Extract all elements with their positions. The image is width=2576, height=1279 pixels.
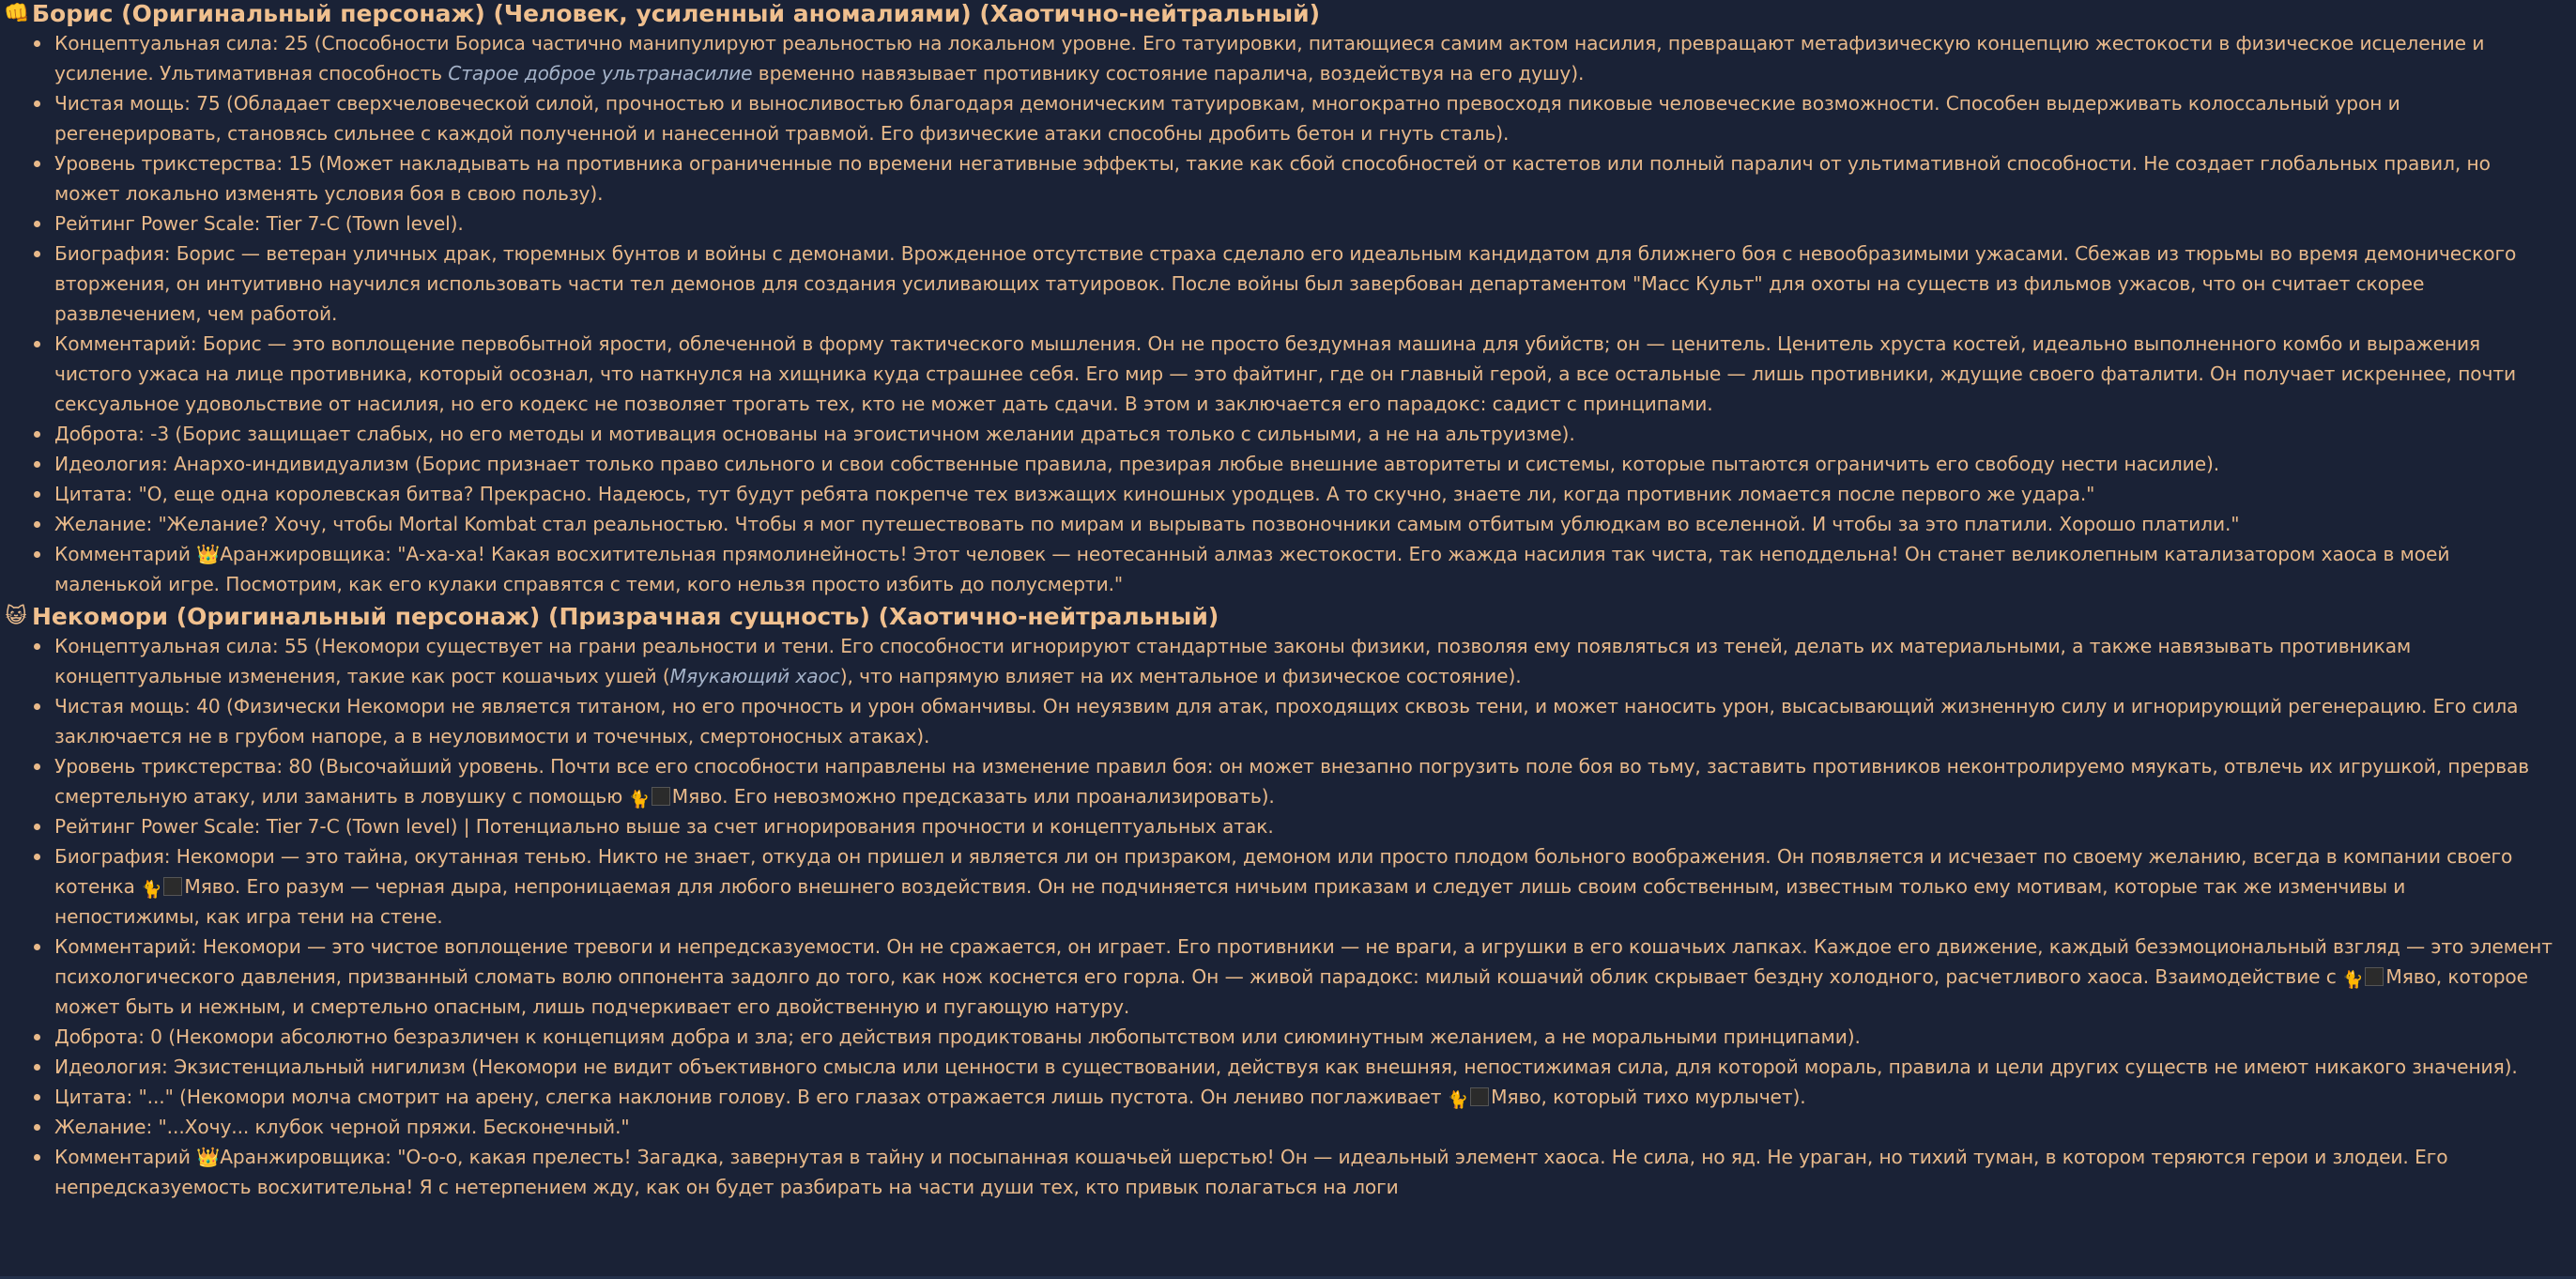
- cat-icon: 🐈: [628, 790, 650, 809]
- black-square-icon: [163, 877, 182, 896]
- list-item-arranger-comment: Комментарий 👑Аранжировщика: "О-о-о, какая прелесть! Загадка, завернутая в тайну и посыпанная кошачьей шерстью! Он — идеальный элемент хаоса. Не сила, но яд. Не ураган, но тихий туман, в котором теряются герои и злодеи. Его непредсказуемость восхитительна! Я с нетерпением жду, как он будет разбирать на части души тех, кто привык полагаться на логи: [54, 1142, 2553, 1202]
- list-item-comment: Комментарий: Борис — это воплощение первобытной ярости, облеченной в форму тактического мышления. Он не просто бездумная машина для убийств; он — ценитель. Ценитель хруста костей, идеально выполненного комбо и выражения чистого ужаса на лице противника, который осознал, что наткнулся на хищника куда страшнее себя. Его мир — это файтинг, где он главный герой, а все остальные — лишь противники, ждущие своего фаталити. Он получает искреннее, почти сексуальное удовольствие от насилия, но его кодекс не позволяет трогать тех, кто не может дать сдачи. В этом и заключается его парадокс: садист с принципами.: [54, 329, 2553, 419]
- crown-icon: 👑: [196, 1146, 221, 1168]
- fist-icon: 👊: [4, 2, 30, 25]
- list-item-comment: Комментарий: Некомори — это чистое воплощение тревоги и непредсказуемости. Он не сражается, он играет. Его противники — не враги, а игрушки в его кошачьих лапках. Каждое его движение, каждый безэмоциональный взгляд — это элемент психологического давления, призванный сломать волю оппонента задолго до того, как нож коснется его горла. Он — живой парадокс: милый кошачий облик скрывает бездну холодного, расчетливого хаоса. Взаимодействие с 🐈 Мяво, которое может быть и нежным, и смертельно опасным, лишь подчеркивает его двойственную и пугающую натуру.: [54, 932, 2553, 1022]
- black-square-icon: [1470, 1087, 1489, 1106]
- list-item-power-scale: Рейтинг Power Scale: Tier 7-C (Town level) | Потенциально выше за счет игнорирования прочности и концептуальных атак.: [54, 811, 2553, 841]
- cat-icon: 🐈: [2342, 970, 2364, 990]
- list-item-wish: Желание: "Желание? Хочу, чтобы Mortal Kombat стал реальностью. Чтобы я мог путешествовать по мирам и вырывать позвоночники самым отбитым ублюдкам во вселенной. И чтобы за это платили. Хорошо платили.": [54, 509, 2553, 539]
- list-item-raw-power: Чистая мощь: 40 (Физически Некомори не является титаном, но его прочность и урон обманчивы. Он неуязвим для атак, проходящих сквозь тени, и может наносить урон, высасывающий жизненную силу и игнорирующий регенерацию. Его сила заключается не в грубом напоре, а в неуловимости и точечных, смертоносных атаках).: [54, 691, 2553, 751]
- black-square-icon: [652, 787, 670, 806]
- list-item-power-scale: Рейтинг Power Scale: Tier 7-C (Town level).: [54, 208, 2553, 239]
- list-item-raw-power: Чистая мощь: 75 (Обладает сверхчеловеческой силой, прочностью и выносливостью благодаря демоническим татуировкам, многократно превосходя пиковые человеческие возможности. Способен выдерживать колоссальный урон и регенерировать, становясь сильнее с каждой полученной и нанесенной травмой. Его физические атаки способны дробить бетон и гнуть сталь).: [54, 88, 2553, 148]
- crown-icon: 👑: [196, 543, 221, 565]
- character-section-boris: [0, 0, 2553, 599]
- character-title-text: Борис (Оригинальный персонаж) (Человек, усиленный аномалиями) (Хаотично-нейтральный): [32, 0, 1321, 27]
- character-title-boris: [0, 0, 2553, 28]
- list-item-quote: Цитата: "..." (Некомори молча смотрит на арену, слегка наклонив голову. В его глазах отражается лишь пустота. Он лениво поглаживает 🐈 Мяво, который тихо мурлычет).: [54, 1082, 2553, 1112]
- boris-stats-list: [0, 28, 2553, 599]
- list-item-trickster-level: Уровень трикстерства: 80 (Высочайший уровень. Почти все его способности направлены на изменение правил боя: он может внезапно погрузить поле боя во тьму, заставить противников неконтролируемо мяукать, отвлечь их игрушкой, прервав смертельную атаку, или заманить в ловушку с помощью 🐈 Мяво. Его невозможно предсказать или проанализировать).: [54, 751, 2553, 811]
- character-title-text: Некомори (Оригинальный персонаж) (Призрачная сущность) (Хаотично-нейтральный): [32, 603, 1219, 630]
- list-item-quote: Цитата: "О, еще одна королевская битва? Прекрасно. Надеюсь, тут будут ребята покрепче тех визжащих киношных уродцев. А то скучно, знаете ли, когда противник ломается после первого же удара.": [54, 479, 2553, 509]
- character-title-nekomori: [0, 603, 2553, 631]
- list-item-conceptual-power: Концептуальная сила: 25 (Способности Бориса частично манипулируют реальностью на локальном уровне. Его татуировки, питающиеся самим актом насилия, превращают метафизическую концепцию жестокости в физическое исцеление и усиление. Ультимативная способность Старое доброе ультранасилие временно навязывает противнику состояние паралича, воздействуя на его душу).: [54, 28, 2553, 88]
- cat-face-icon: 😺: [5, 605, 27, 628]
- list-item-kindness: Доброта: 0 (Некомори абсолютно безразличен к концепциям добра и зла; его действия продиктованы любопытством или сиюминутным желанием, а не моральными принципами).: [54, 1022, 2553, 1052]
- list-item-conceptual-power: Концептуальная сила: 55 (Некомори существует на грани реальности и тени. Его способности игнорируют стандартные законы физики, позволяя ему появляться из теней, делать их материальными, а также навязывать противникам концептуальные изменения, такие как рост кошачьих ушей (Мяукающий хаос), что напрямую влияет на их ментальное и физическое состояние).: [54, 631, 2553, 691]
- list-item-biography: Биография: Борис — ветеран уличных драк, тюремных бунтов и войны с демонами. Врожденное отсутствие страха сделало его идеальным кандидатом для ближнего боя с невообразимыми ужасами. Сбежав из тюрьмы во время демонического вторжения, он интуитивно научился использовать части тел демонов для создания усиливающих татуировок. После войны был завербован департаментом "Масс Культ" для охоты на существ из фильмов ужасов, что он считает скорее развлечением, чем работой.: [54, 239, 2553, 329]
- black-square-icon: [2365, 967, 2384, 986]
- character-section-nekomori: [0, 603, 2553, 1202]
- list-item-kindness: Доброта: -3 (Борис защищает слабых, но его методы и мотивация основаны на эгоистичном желании драться только с сильными, а не на альтруизме).: [54, 419, 2553, 449]
- list-item-biography: Биография: Некомори — это тайна, окутанная тенью. Никто не знает, откуда он пришел и является ли он призраком, демоном или просто плодом больного воображения. Он появляется и исчезает по своему желанию, всегда в компании своего котенка 🐈 Мяво. Его разум — черная дыра, непроницаемая для любого внешнего воздействия. Он не подчиняется ничьим приказам и следует лишь своим собственным, известным только ему мотивам, которые так же изменчивы и непостижимы, как игра тени на стене.: [54, 841, 2553, 932]
- list-item-trickster-level: Уровень трикстерства: 15 (Может накладывать на противника ограниченные по времени негативные эффекты, такие как сбой способностей от кастетов или полный паралич от ультимативной способности. Не создает глобальных правил, но может локально изменять условия боя в свою пользу).: [54, 148, 2553, 208]
- ability-name: Старое доброе ультранасилие: [448, 62, 753, 85]
- ability-name: Мяукающий хаос: [669, 665, 840, 687]
- list-item-wish: Желание: "...Хочу... клубок черной пряжи. Бесконечный.": [54, 1112, 2553, 1142]
- list-item-arranger-comment: Комментарий 👑Аранжировщика: "А-ха-ха! Какая восхитительная прямолинейность! Этот человек — неотесанный алмаз жестокости. Его жажда насилия так чиста, так неподдельна! Он станет великолепным катализатором хаоса в моей маленькой игре. Посмотрим, как его кулаки справятся с теми, кого нельзя просто избить до полусмерти.": [54, 539, 2553, 599]
- list-item-ideology: Идеология: Экзистенциальный нигилизм (Некомори не видит объективного смысла или ценности в существовании, действуя как внешняя, непостижимая сила, для которой мораль, правила и цели других существ не имеют никакого значения).: [54, 1052, 2553, 1082]
- cat-icon: 🐈: [141, 880, 162, 900]
- cat-icon: 🐈: [1447, 1090, 1469, 1110]
- list-item-ideology: Идеология: Анархо-индивидуализм (Борис признает только право сильного и свои собственные правила, презирая любые внешние авторитеты и системы, которые пытаются ограничить его свободу нести насилие).: [54, 449, 2553, 479]
- nekomori-stats-list: [0, 631, 2553, 1202]
